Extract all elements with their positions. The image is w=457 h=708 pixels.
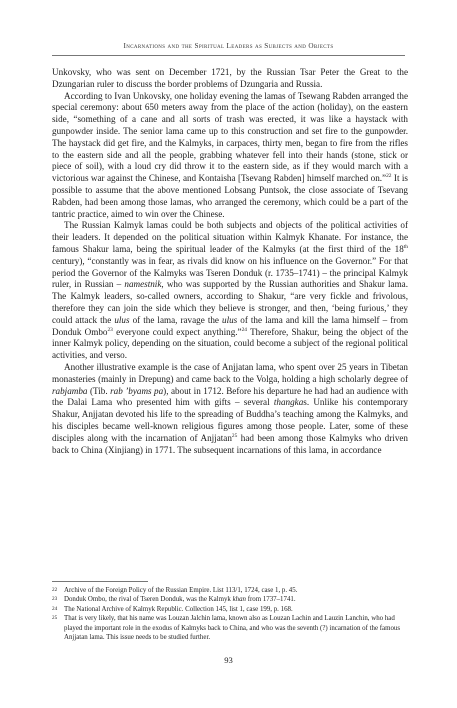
term-ulus-1: ulus — [114, 314, 130, 325]
paragraph-3-text-g: Therefore, Shakur, being the object of the inner Kalmyk policy, depending on the situation, could become a subject of the regional political activities, and verso. — [52, 326, 408, 361]
footnote-25 — [52, 614, 408, 642]
paragraph-4-text-a: Another illustrative example is the case of Anjjatan lama, who spent over 25 years in Tibetan monasteries (mainly in Drepung) and came back to the Volga, holding a high scholarly degree of — [52, 361, 408, 384]
footnote-ref-24: 24 — [241, 326, 247, 333]
term-tibetan: rab ’byams pa — [110, 385, 164, 396]
footnote-text-b: from 1737–1741. — [245, 596, 296, 604]
footnote-number: 24 — [52, 605, 58, 612]
paragraph-3-text-a: The Russian Kalmyk lamas could be both subjects and objects of the political activities of their leaders. It depended on the political situation within Kalmyk Khanate. For instance, the famous Shakur lama, being the spiritual leader of the Kalmyks (at the first third of the 18 — [52, 220, 408, 254]
paragraph-4-text-c: ), about in 1712. Before his departure he had had an audience with the Dalai Lama who presented him with gifts – several — [52, 385, 409, 408]
footnote-text: The National Archive of Kalmyk Republic. Collection 145, list 1, case 199, p. 168. — [64, 605, 293, 613]
paragraph-3-text-c: , who was supported by the Russian authorities and Shakur lama. The Kalmyk leaders, so-called owners, according to Shakur, “are very fickle and frivolous, therefore they can join the side which they believe is stronger, and then, ‘being furious,’ they could attack the — [52, 279, 409, 325]
main-text — [52, 67, 408, 456]
term-rabjamba: rabjamba — [52, 385, 88, 396]
footnote-text-a: Donduk Ombo, the rival of Tseren Donduk, was the Kalmyk — [64, 596, 233, 604]
footnote-ref-23: 23 — [107, 326, 113, 333]
ordinal-suffix: th — [403, 243, 408, 250]
footnote-23 — [52, 595, 408, 604]
footnote-divider — [52, 581, 148, 582]
paragraph-3-text-d: of the lama, ravage the — [129, 314, 222, 325]
footnote-ref-25: 25 — [231, 432, 238, 439]
term-thangka: thangka — [273, 397, 304, 408]
term-namestnik: namestnik — [124, 279, 162, 290]
paragraph-2-text-a: According to Ivan Unkovsky, one holiday evening the lamas of Tsewang Rabden arranged the special ceremony: about 650 meters away from the place of the action (holiday), on the eastern side, “something of a cane and all sorts of trash was erected, it was like a haystack with gunpowder inside. The senior lama came up to this construction and set fire to the gunpowder. The haystack did get fire, and the Kalmyks, in carpaces, thirty men, began to fire from the rifles to the eastern side and all the people, grabbing whatever fell into their hands (stone, stick or piece of soil), with a loud cry did throw it to the eastern side, as if they would march with a victorious war against the Chinese, and Kontaisha [Tsevang Rabden] himself marched on.” — [52, 90, 408, 184]
footnote-number: 25 — [52, 615, 58, 622]
page-number: 93 — [224, 655, 233, 665]
paragraph-3-text-f: everyone could expect anything.” — [112, 326, 242, 337]
footnote-22 — [52, 586, 408, 595]
paragraph-4-text-b: (Tib. — [87, 385, 111, 396]
footnote-ref-22: 22 — [386, 173, 392, 180]
footnote-number: 23 — [52, 596, 58, 603]
paragraph-2-text-b: It is possible to assume that the above mentioned Lobsang Puntsok, the close associate of Tsevang Rabden, had been among those lamas, who arranged the ceremony, which could be a part of the tantric practice, aimed to win over the Chinese. — [52, 173, 408, 219]
paragraph-3-text-b: century), “constantly was in fear, as rivals did know on his influence on the Governor.” For that period the Governor of the Kalmyks was Tseren Donduk (r. 1735–1741) – the principal Kalmyk ruler, in Russian – — [52, 255, 408, 290]
paragraph-4-text-e: had been among those Kalmyks who driven back to China (Xinjiang) in 1771. The subsequent incarnations of this lama, in accordance — [52, 432, 408, 455]
paragraph-1: Unkovsky, who was sent on December 1721, by the Russian Tsar Peter the Great to the Dzungarian ruler to discuss the border problems of Dzungaria and Russia. — [52, 67, 408, 89]
paragraph-2 — [52, 91, 408, 221]
header-divider — [52, 55, 405, 56]
footnotes — [52, 586, 408, 642]
term-ulus-2: ulus — [222, 314, 238, 325]
term-khan: khan — [232, 596, 246, 604]
paragraph-3-text-e: of the lama and kill the lama himself – from Donduk Ombo — [52, 314, 408, 337]
paragraph-4-text-d: s. Unlike his contemporary Shakur, Anjjatan devoted his life to the spreading of Buddha’s teaching among the Kalmyks, and his disciples became well-known religious figures among those people. Later, some of these disciples along with the incarnation of Anjjatan — [52, 397, 408, 443]
footnote-number: 22 — [52, 587, 58, 593]
footnote-24 — [52, 605, 408, 614]
footnote-text: That is very likely, that his name was Louzan Jalchin lama, known also as Louzan Lachin and Lauzin Lanchin, who had played the important role in the exodus of Kalmyks back to China, and who was the seventh (?) incarnation of the famous Anjjatan lama. This issue needs to be studied further. — [64, 615, 401, 642]
footnote-text: Archive of the Foreign Policy of the Russian Empire. List 113/1, 1724, case 1, p. 45. — [64, 587, 298, 594]
paragraph-3 — [52, 220, 408, 362]
paragraph-4 — [52, 362, 408, 456]
running-header: Incarnations and the Spiritual Leaders as Subjects and Objects — [123, 42, 334, 50]
